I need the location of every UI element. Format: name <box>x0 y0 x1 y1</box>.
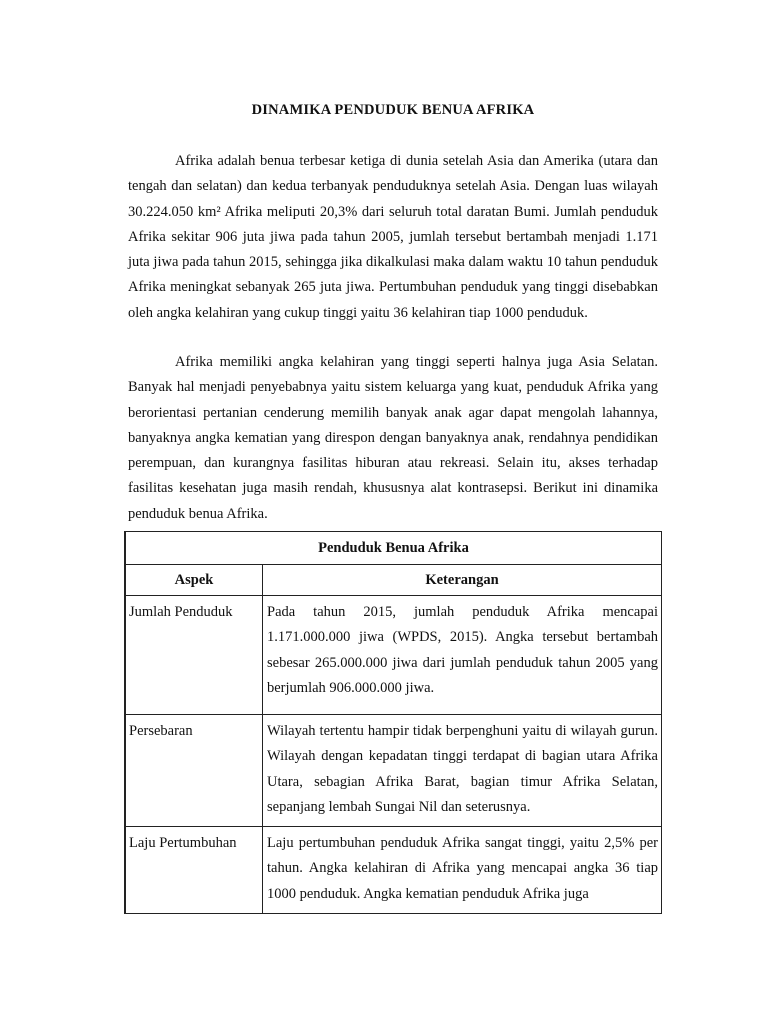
paragraph-2: Afrika memiliki angka kelahiran yang tinggi seperti halnya juga Asia Selatan. Banyak hal menjadi penyebabnya yaitu sistem keluarga yang kuat, penduduk Afrika yang berorientasi pertanian cenderung memilih banyak anak agar dapat mengolah lahannya, banyaknya angka kematian yang direspon dengan banyaknya anak, rendahnya pendidikan perempuan, dan kurangnya fasilitas hiburan atau rekreasi. Selain itu, akses terhadap fasilitas kesehatan juga masih rendah, khususnya alat kontrasepsi. Berikut ini dinamika penduduk benua Afrika. <box>128 354 658 522</box>
row-aspect: Persebaran <box>125 715 263 827</box>
table-title: Penduduk Benua Afrika <box>125 532 662 565</box>
table-title-row <box>125 532 662 565</box>
row-description: Pada tahun 2015, jumlah penduduk Afrika mencapai 1.171.000.000 jiwa (WPDS, 2015). Angka tersebut bertambah sebesar 265.000.000 jiwa dari jumlah penduduk tahun 2005 yang berjumlah 906.000.000 jiwa. <box>263 596 662 715</box>
header-aspect: Aspek <box>125 565 263 596</box>
table-header-row <box>125 565 662 596</box>
paragraph-1: Afrika adalah benua terbesar ketiga di dunia setelah Asia dan Amerika (utara dan tengah dan selatan) dan kedua terbanyak penduduknya setelah Asia. Dengan luas wilayah 30.224.050 km² Afrika meliputi 20,3% dari seluruh total daratan Bumi. Jumlah penduduk Afrika sekitar 906 juta jiwa pada tahun 2005, jumlah tersebut bertambah menjadi 1.171 juta jiwa pada tahun 2015, sehingga jika dikalkulasi maka dalam waktu 10 tahun penduduk Afrika meningkat sebanyak 265 juta jiwa. Pertumbuhan penduduk yang tinggi disebabkan oleh angka kelahiran yang cukup tinggi yaitu 36 kelahiran tiap 1000 penduduk. <box>128 153 658 321</box>
row-description: Laju pertumbuhan penduduk Afrika sangat tinggi, yaitu 2,5% per tahun. Angka kelahiran di Afrika yang mencapai angka 36 tiap 1000 penduduk. Angka kematian penduduk Afrika juga <box>263 827 662 914</box>
table-row <box>125 827 662 914</box>
table-row <box>125 596 662 715</box>
document-title: DINAMIKA PENDUDUK BENUA AFRIKA <box>251 102 535 118</box>
row-aspect: Laju Pertumbuhan <box>125 827 263 914</box>
paragraph-2-container <box>128 350 658 527</box>
row-aspect: Jumlah Penduduk <box>125 596 263 715</box>
paragraph-1-container <box>128 149 658 326</box>
header-description: Keterangan <box>263 565 662 596</box>
table-row <box>125 715 662 827</box>
population-table <box>124 531 662 914</box>
row-description: Wilayah tertentu hampir tidak berpenghuni yaitu di wilayah gurun. Wilayah dengan kepadatan tinggi terdapat di bagian utara Afrika Utara, sebagian Afrika Barat, bagian timur Afrika Selatan, sepanjang lembah Sungai Nil dan seterusnya. <box>263 715 662 827</box>
